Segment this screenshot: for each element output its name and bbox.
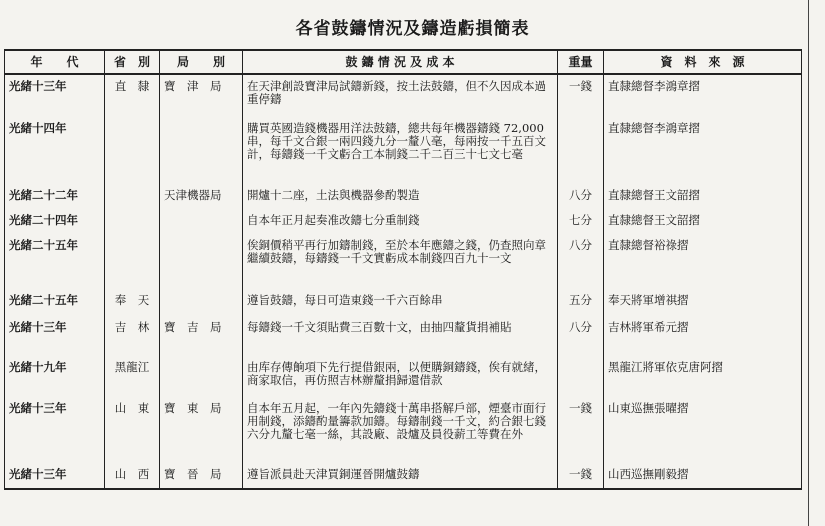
- table-row: [5, 397, 802, 463]
- cell-province: 山 東: [105, 397, 160, 463]
- cell-source: 奉天將軍增祺摺: [604, 289, 802, 316]
- cell-weight: [558, 117, 604, 184]
- cell-bureau: 天津機器局: [160, 184, 243, 209]
- cell-year: 光緒二十二年: [5, 184, 105, 209]
- cell-weight: 八分: [558, 316, 604, 356]
- cell-source: 直隸總督王文韶摺: [604, 184, 802, 209]
- cell-province: 直 隸: [105, 74, 160, 117]
- coinage-table: [4, 49, 802, 490]
- cell-year: 光緒二十四年: [5, 209, 105, 234]
- cell-year: 光緒十三年: [5, 397, 105, 463]
- cell-bureau: [160, 289, 243, 316]
- cell-year: 光緒十四年: [5, 117, 105, 184]
- cell-bureau: 寶 津 局: [160, 74, 243, 117]
- cell-bureau: [160, 356, 243, 397]
- header-source: 資 料 來 源: [604, 50, 802, 74]
- cell-source: 山東巡撫張曜摺: [604, 397, 802, 463]
- header-bureau: 局 別: [160, 50, 243, 74]
- cell-year: 光緒十三年: [5, 463, 105, 489]
- cell-weight: 八分: [558, 234, 604, 289]
- cell-province: [105, 184, 160, 209]
- header-year: 年 代: [5, 50, 105, 74]
- header-description: 鼓 鑄 情 況 及 成 本: [243, 50, 558, 74]
- cell-source: 直隸總督王文韶摺: [604, 209, 802, 234]
- table-row: [5, 289, 802, 316]
- table-row: [5, 316, 802, 356]
- cell-province: [105, 234, 160, 289]
- cell-description: 開爐十二座，土法與機器參酌製造: [243, 184, 558, 209]
- header-province: 省 別: [105, 50, 160, 74]
- cell-weight: 五分: [558, 289, 604, 316]
- cell-source: 山西巡撫剛毅摺: [604, 463, 802, 489]
- cell-description: 在天津創設寶津局試鑄新錢，按土法鼓鑄，但不久因成本過重停鑄: [243, 74, 558, 117]
- cell-year: 光緒十三年: [5, 74, 105, 117]
- cell-source: 直隸總督李鴻章摺: [604, 74, 802, 117]
- table-row: [5, 234, 802, 289]
- cell-bureau: 寶 吉 局: [160, 316, 243, 356]
- cell-description: 自本年正月起奏准改鑄七分重制錢: [243, 209, 558, 234]
- cell-description: 遵旨派員赴天津買銅運晉開爐鼓鑄: [243, 463, 558, 489]
- header-row: [5, 50, 802, 74]
- cell-source: 黑龍江將軍依克唐阿摺: [604, 356, 802, 397]
- page-edge-rule: [808, 0, 809, 526]
- cell-weight: [558, 356, 604, 397]
- cell-source: 直隸總督裕祿摺: [604, 234, 802, 289]
- cell-source: 直隸總督李鴻章摺: [604, 117, 802, 184]
- cell-year: 光緒十九年: [5, 356, 105, 397]
- table-row: [5, 356, 802, 397]
- cell-bureau: [160, 117, 243, 184]
- cell-bureau: [160, 209, 243, 234]
- cell-province: 奉 天: [105, 289, 160, 316]
- cell-weight: 一錢: [558, 463, 604, 489]
- cell-description: 自本年五月起，一年內先鑄錢十萬串搭解戶部，煙臺市面行用制錢，添鑄酌量籌款加鑄。每鑄制錢一千文，約合銀七錢六分九釐七毫一絲，其設廠、設爐及員役薪工等費在外: [243, 397, 558, 463]
- table-row: [5, 117, 802, 184]
- cell-province: 吉 林: [105, 316, 160, 356]
- cell-description: 俟銅價稍平再行加鑄制錢，至於本年應鑄之錢，仍查照向章繼續鼓鑄，每鑄錢一千文實虧成本制錢四百九十一文: [243, 234, 558, 289]
- table-row: [5, 463, 802, 489]
- cell-description: 遵旨鼓鑄，每日可造東錢一千六百餘串: [243, 289, 558, 316]
- cell-description: 購買英國造錢機器用洋法鼓鑄，總共每年機器鑄錢 72,000 串，每千文合銀一兩四錢九分一釐八毫，每兩按一千五百文計，每鑄錢一千文虧合工本制錢二千二百三十七文七毫: [243, 117, 558, 184]
- cell-source: 吉林將軍希元摺: [604, 316, 802, 356]
- cell-province: [105, 117, 160, 184]
- page-title: 各省鼓鑄情況及鑄造虧損簡表: [295, 19, 530, 39]
- cell-weight: 一錢: [558, 397, 604, 463]
- cell-year: 光緒十三年: [5, 316, 105, 356]
- cell-bureau: [160, 234, 243, 289]
- table-row: [5, 184, 802, 209]
- table-row: [5, 74, 802, 117]
- cell-weight: 七分: [558, 209, 604, 234]
- cell-description: 每鑄錢一千文須貼費三百數十文，由抽四釐貨捐補貼: [243, 316, 558, 356]
- cell-province: [105, 209, 160, 234]
- cell-year: 光緒二十五年: [5, 289, 105, 316]
- cell-bureau: 寶 晉 局: [160, 463, 243, 489]
- cell-bureau: 寶 東 局: [160, 397, 243, 463]
- cell-year: 光緒二十五年: [5, 234, 105, 289]
- cell-weight: 一錢: [558, 74, 604, 117]
- header-weight: 重量: [558, 50, 604, 74]
- cell-weight: 八分: [558, 184, 604, 209]
- cell-province: 黑龍江: [105, 356, 160, 397]
- cell-description: 由库存傳餉項下先行提借銀兩，以便購銅鑄錢，俟有就緒，商家取信，再仿照吉林辦釐捐歸還借款: [243, 356, 558, 397]
- cell-province: 山 西: [105, 463, 160, 489]
- table-row: [5, 209, 802, 234]
